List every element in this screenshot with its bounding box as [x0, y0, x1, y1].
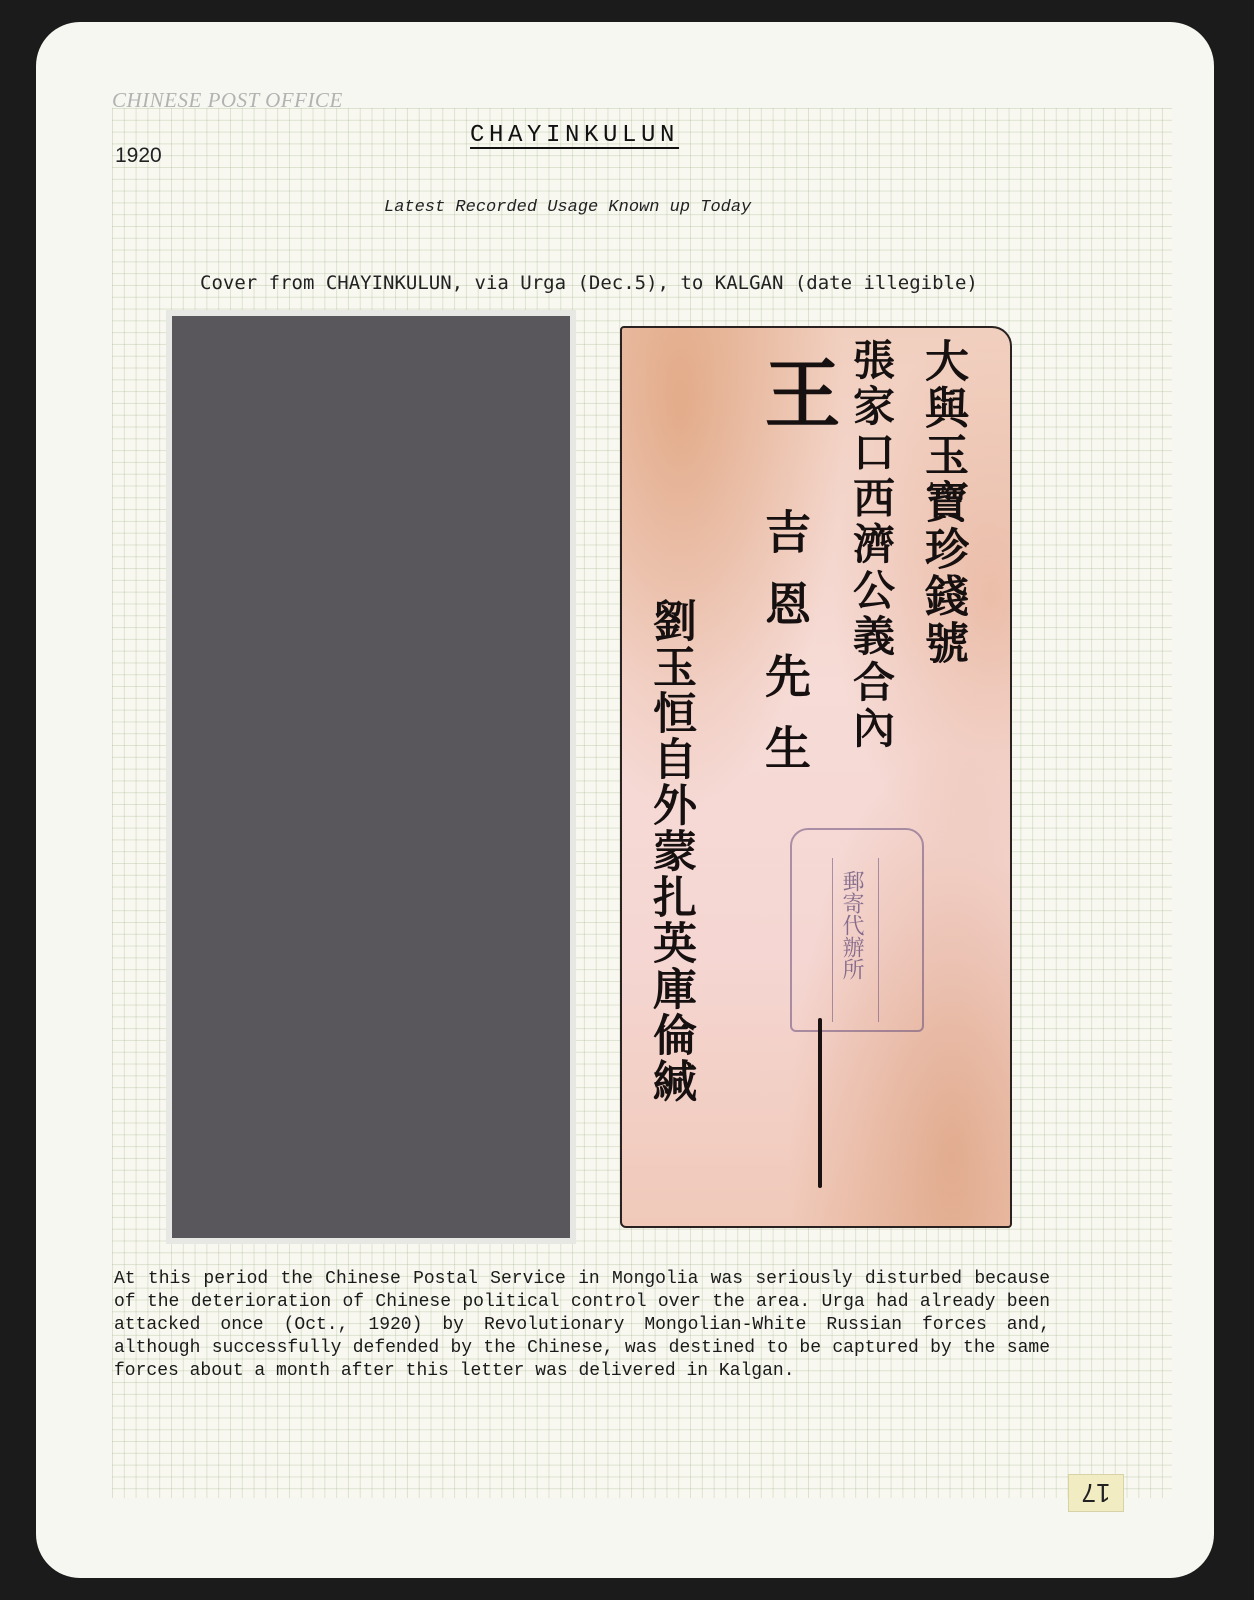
cover-front-image — [620, 326, 1012, 1228]
chop-divider — [832, 858, 833, 1022]
page-title: CHAYINKULUN — [470, 122, 680, 149]
addressee-name: 吉恩先生 — [758, 508, 812, 796]
addressee-surname: 王 — [752, 354, 841, 430]
address-column-right-2: 張家口西濟公義合內 — [847, 338, 896, 752]
cover-back-image — [172, 316, 570, 1238]
page-subtitle: Latest Recorded Usage Known up Today — [384, 198, 752, 217]
year-label: 1920 — [115, 144, 162, 167]
post-office-header: CHINESE POST OFFICE — [112, 88, 343, 112]
cover-caption: Cover from CHAYINKULUN, via Urga (Dec.5), to KALGAN (date illegible) — [200, 272, 978, 294]
postal-agency-chop — [790, 828, 924, 1032]
chop-divider — [878, 858, 879, 1022]
brush-stroke — [818, 1018, 822, 1188]
sender-column: 劉玉恒自外蒙扎英庫倫緘 — [645, 598, 696, 1104]
page-number-label: 17 — [1068, 1474, 1124, 1512]
chop-text: 郵寄代辦所 — [839, 870, 864, 980]
address-column-right: 大與玉寶珍錢號 — [917, 338, 968, 667]
description-text: At this period the Chinese Postal Service in Mongolia was seriously disturbed because of the deterioration of Chinese political control over the area. Urga had already been attacked once (Oct., 1920) by Revolutionary Mongolian-White Russian forces and, although successfully defended by the Chinese, was destined to be captured by the same forces about a month after this letter was delivered in Kalgan. — [114, 1269, 1050, 1381]
